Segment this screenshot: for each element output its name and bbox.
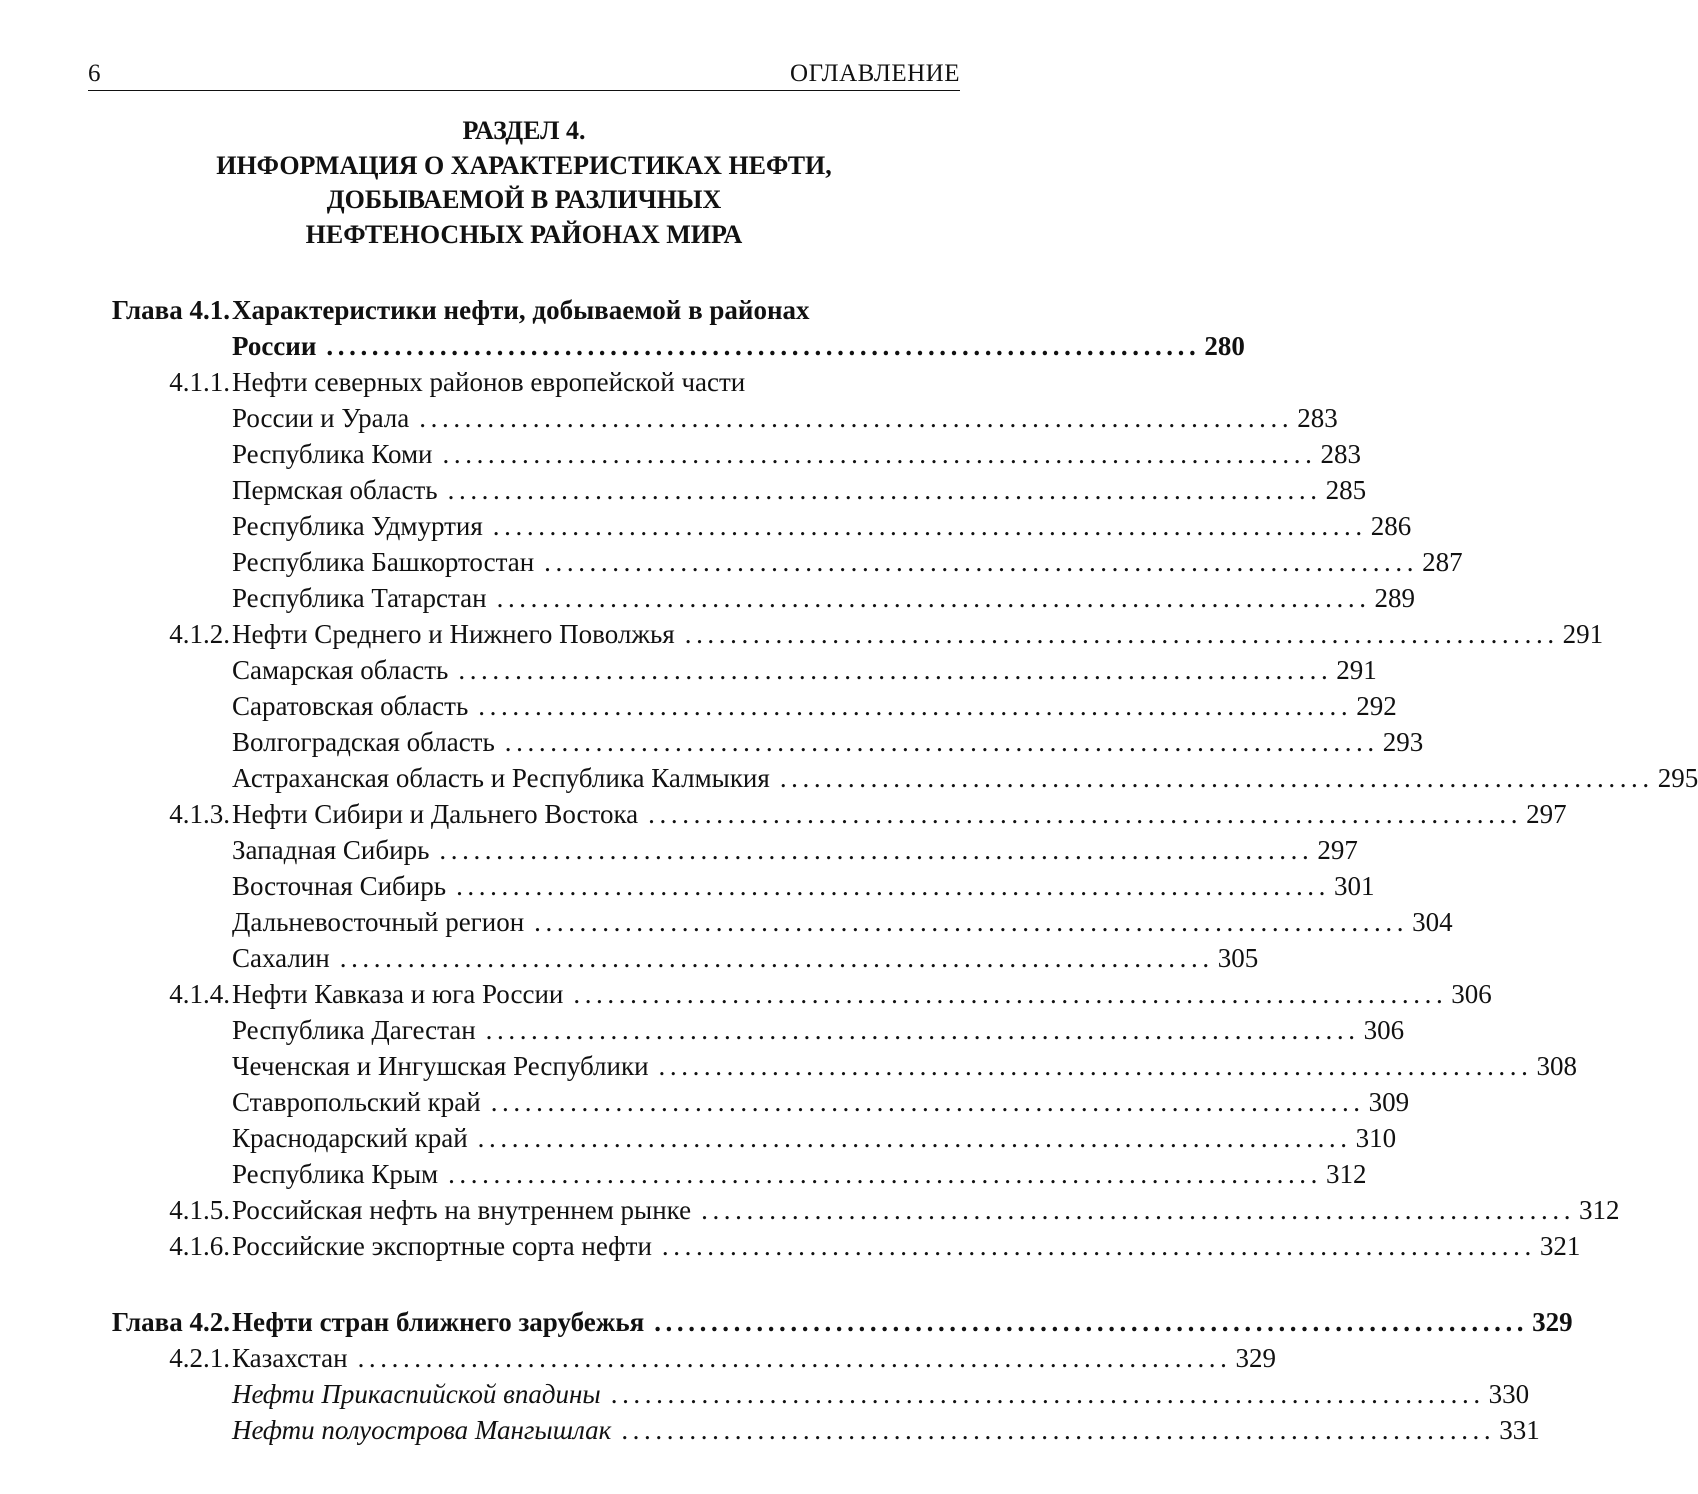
toc-entry-bashkortostan[interactable] [232,545,1463,579]
toc-page-number: 297 [1317,835,1358,865]
toc-entry-tatarstan[interactable] [232,581,1416,615]
toc-chapter-4-1-line1[interactable] [111,293,960,327]
section-heading-line: ДОБЫВАЕМОЙ В РАЗЛИЧНЫХ [326,185,722,214]
toc-title: Казахстан [232,1343,348,1373]
toc-entry-west-siberia[interactable] [232,833,1358,867]
dot-leader: ............................................................................. [448,1159,1323,1189]
toc-title: Республика Татарстан [232,583,487,613]
toc-entry-astrakhan[interactable] [232,761,1698,795]
dot-leader: ............................................................................. [419,403,1294,433]
toc-number: 4.1.2. [169,619,230,649]
toc-title: Нефти Среднего и Нижнего Поволжья [232,619,675,649]
toc-number: Глава 4.1. [111,295,230,325]
section-heading-line: РАЗДЕЛ 4. [462,116,586,145]
toc-page-number: 312 [1326,1159,1367,1189]
dot-leader: ............................................................................. [701,1195,1576,1225]
dot-leader: ............................................................................. [485,1015,1360,1045]
dot-leader: ............................................................................. [357,1343,1232,1373]
toc-page-number: 329 [1532,1307,1573,1337]
dot-leader: ............................................................................. [544,547,1419,577]
toc-section-4-1-2[interactable] [169,617,1604,651]
dot-leader: ............................................................................. [654,1307,1529,1337]
dot-leader: ............................................................................. [439,835,1314,865]
toc-title: Чеченская и Ингушская Республики [232,1051,649,1081]
dot-leader: ............................................................................. [648,799,1523,829]
toc-number: 4.2.1. [169,1343,230,1373]
toc-page-number: 330 [1488,1379,1530,1409]
toc-title: Нефти Сибири и Дальнего Востока [232,799,639,829]
toc-title: Саратовская область [232,691,469,721]
toc-page-number: 312 [1579,1195,1620,1225]
toc-entry-caspian[interactable] [232,1377,1530,1411]
toc-page-number: 305 [1217,943,1259,973]
dot-leader: ............................................................................. [490,1087,1365,1117]
toc-title: Республика Дагестан [232,1015,476,1045]
dot-leader: ............................................................................. [779,763,1654,793]
dot-leader: ............................................................................. [661,1231,1536,1261]
toc-page-number: 306 [1451,979,1492,1009]
toc-title: Краснодарский край [232,1123,468,1153]
dot-leader: ............................................................................. [458,655,1333,685]
toc-number: 4.1.4. [169,979,230,1009]
toc-page-number: 291 [1562,619,1604,649]
toc-page-number: 291 [1336,655,1377,685]
toc-title: России [232,331,317,361]
toc-title: Дальневосточный регион [232,907,525,937]
toc-entry-komi[interactable] [232,437,1361,471]
toc-page-number: 321 [1539,1231,1581,1261]
toc-chapter-4-2[interactable] [111,1305,1573,1339]
toc-page-number: 308 [1536,1051,1577,1081]
toc-section-4-2-1[interactable] [169,1341,1277,1375]
running-head [88,58,960,91]
toc-page-number: 297 [1526,799,1567,829]
dot-leader: ............................................................................. [573,979,1448,1009]
section-heading-line: ИНФОРМАЦИЯ О ХАРАКТЕРИСТИКАХ НЕФТИ, [216,150,832,180]
toc-page-number: 329 [1235,1343,1277,1373]
toc-page-number: 280 [1204,331,1245,361]
toc-entry-udmurtia[interactable] [232,509,1412,543]
toc-title: Нефти полуострова Мангышлак [232,1415,612,1445]
toc-entry-crimea[interactable] [232,1157,1367,1191]
toc-page-number: 289 [1374,583,1416,613]
toc-title: Восточная Сибирь [232,871,447,901]
toc-title: Нефти северных районов европейской части [232,367,746,397]
dot-leader: ............................................................................. [456,871,1331,901]
toc-section-4-1-1-line2[interactable] [232,401,1338,435]
dot-leader: ............................................................................. [610,1379,1485,1409]
toc-title: Нефти Прикаспийской впадины [232,1379,601,1409]
dot-leader: ............................................................................. [477,1123,1352,1153]
toc-page-number: 331 [1499,1415,1540,1445]
toc-title: Российские экспортные сорта нефти [232,1231,652,1261]
toc-entry-sakhalin[interactable] [232,941,1259,975]
toc-title: Западная Сибирь [232,835,430,865]
toc-page-number: 286 [1370,511,1412,541]
dot-leader: ............................................................................. [621,1415,1496,1445]
toc-title: Республика Крым [232,1159,439,1189]
dot-leader: ............................................................................. [534,907,1409,937]
toc-section-4-1-6[interactable] [169,1229,1581,1263]
toc-page-number: 306 [1363,1015,1405,1045]
toc-page-number: 301 [1334,871,1375,901]
toc-entry-stavropol[interactable] [232,1085,1410,1119]
toc-page-number: 285 [1325,475,1367,505]
toc-section-4-1-3[interactable] [169,797,1567,831]
toc-entry-perm[interactable] [232,473,1367,507]
dot-leader: ............................................................................. [442,439,1317,469]
toc-number: 4.1.1. [169,367,230,397]
dot-leader: ............................................................................. [339,943,1214,973]
dot-leader: ............................................................................. [492,511,1367,541]
toc-title: Республика Удмуртия [232,511,483,541]
toc-title: Нефти стран ближнего зарубежья [232,1307,645,1337]
toc-chapter-4-1-line2[interactable] [232,329,1245,363]
toc-number: 4.1.3. [169,799,230,829]
toc-title: Республика Башкортостан [232,547,535,577]
toc-page-number: 283 [1297,403,1338,433]
toc-page-number: 309 [1368,1087,1410,1117]
toc-title: Самарская область [232,655,449,685]
toc-title: России и Урала [232,403,410,433]
toc-entry-krasnodar[interactable] [232,1121,1397,1155]
toc-title: Волгоградская область [232,727,495,757]
toc-title: Республика Коми [232,439,433,469]
toc-title: Российская нефть на внутреннем рынке [232,1195,692,1225]
toc-page-number: 310 [1355,1123,1397,1153]
section-heading [88,114,960,252]
toc-page-number: 304 [1412,907,1453,937]
toc-page-number: 283 [1320,439,1361,469]
toc-entry-mangyshlak[interactable] [232,1413,1540,1447]
toc-title: Астраханская область и Республика Калмыкия [232,763,770,793]
dot-leader: ............................................................................. [504,727,1379,757]
toc-entry-chechnya-ingushetia[interactable] [232,1049,1577,1083]
toc-entry-samara[interactable] [232,653,1377,687]
section-heading-line: НЕФТЕНОСНЫХ РАЙОНАХ МИРА [305,219,743,249]
dot-leader: ............................................................................. [684,619,1559,649]
toc-number: 4.1.6. [169,1231,230,1261]
toc-title: Сахалин [232,943,330,973]
toc-section-4-1-1-line1[interactable] [169,365,960,399]
toc-page-number: 287 [1422,547,1463,577]
toc-entry-volgograd[interactable] [232,725,1424,759]
toc-page-number: 292 [1356,691,1397,721]
dot-leader: ............................................................................. [658,1051,1533,1081]
toc-section-4-1-5[interactable] [169,1193,1620,1227]
dot-leader: ............................................................................. [496,583,1371,613]
running-title: ОГЛАВЛЕНИЕ [790,60,960,87]
toc-entry-far-east[interactable] [232,905,1453,939]
toc-section-4-1-4[interactable] [169,977,1492,1011]
page-number: 6 [88,60,101,87]
toc-entry-east-siberia[interactable] [232,869,1375,903]
toc-number: 4.1.5. [169,1195,230,1225]
toc-title: Пермская область [232,475,438,505]
dot-leader: ............................................................................. [478,691,1353,721]
toc-title: Нефти Кавказа и юга России [232,979,564,1009]
toc-title: Характеристики нефти, добываемой в районах [232,295,810,325]
toc-page-number: 293 [1382,727,1424,757]
toc-title: Ставропольский край [232,1087,481,1117]
toc-number: Глава 4.2. [111,1307,230,1337]
toc-entry-saratov[interactable] [232,689,1397,723]
dot-leader: ............................................................................. [326,331,1201,361]
toc-entry-dagestan[interactable] [232,1013,1405,1047]
dot-leader: ............................................................................. [447,475,1322,505]
toc-page-number: 295 [1657,763,1698,793]
